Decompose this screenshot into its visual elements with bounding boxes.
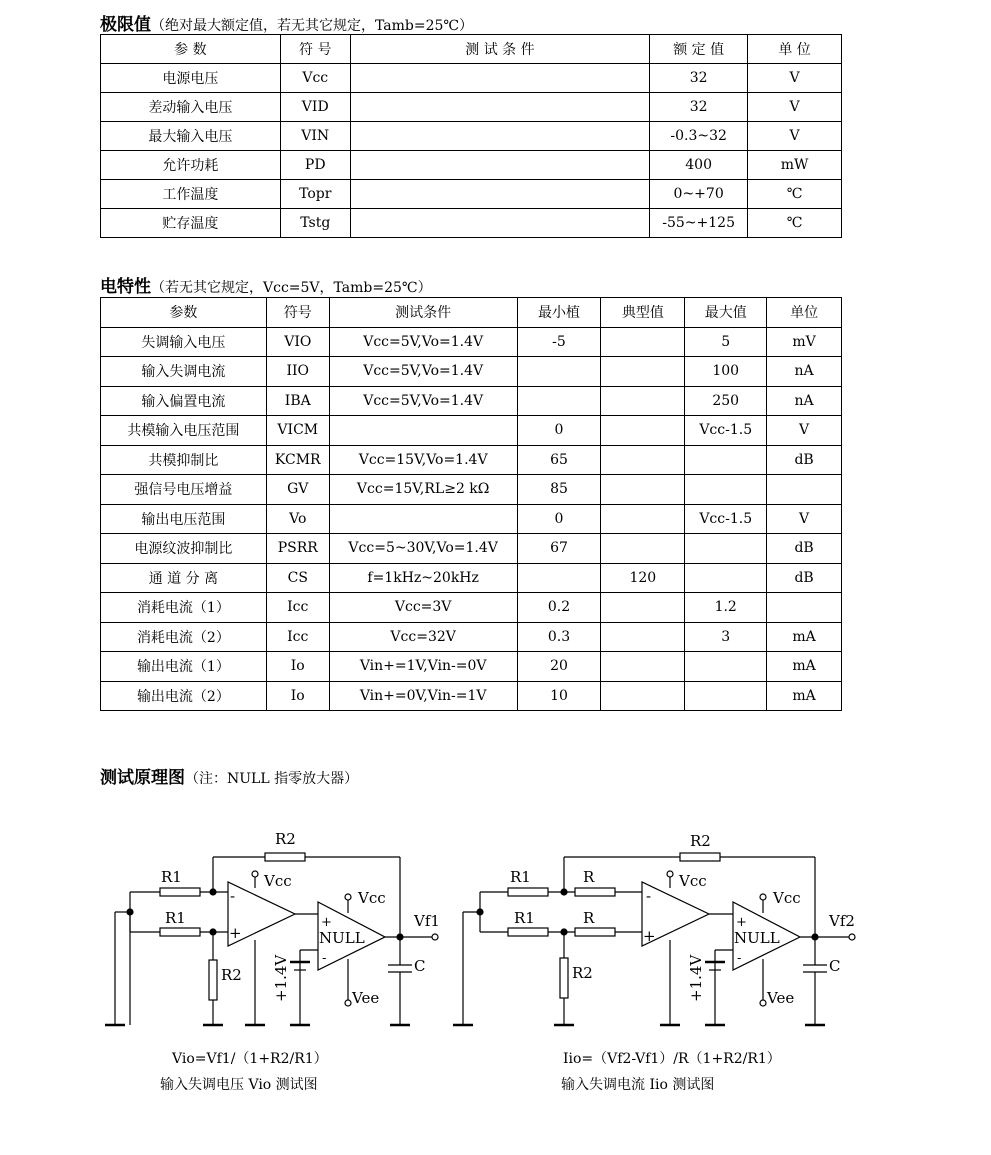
- table-cell: 120: [601, 563, 685, 593]
- circuit-title: 测试原理图: [100, 768, 185, 788]
- table-cell: 67: [517, 534, 601, 564]
- resistor-r2-ground: [560, 958, 568, 998]
- iio-caption: 输入失调电流 Iio 测试图: [561, 1077, 715, 1093]
- table-cell: 输出电压范围: [101, 504, 267, 534]
- label-noninverting: +: [736, 915, 747, 930]
- table-cell: [601, 504, 685, 534]
- limits-table-body: [101, 64, 842, 238]
- table-cell: mW: [748, 151, 842, 180]
- table-cell: [601, 534, 685, 564]
- table-cell: [601, 445, 685, 475]
- table-cell: [350, 122, 649, 151]
- table-cell: Vo: [266, 504, 329, 534]
- table-cell: mA: [767, 652, 842, 682]
- table-cell: 通 道 分 离: [101, 563, 267, 593]
- table-cell: [329, 504, 517, 534]
- table-row: [101, 64, 842, 93]
- electrical-title: 电特性: [100, 277, 151, 297]
- table-cell: Vcc: [280, 64, 350, 93]
- table-cell: IIO: [266, 357, 329, 387]
- label-output: Vf2: [829, 912, 855, 930]
- table-cell: nA: [767, 357, 842, 387]
- label-vcc: Vcc: [358, 889, 386, 907]
- table-row: [101, 416, 842, 446]
- table-cell: 消耗电流（1）: [101, 593, 267, 623]
- table-cell: 电源电压: [101, 64, 281, 93]
- resistor-r2-ground: [209, 960, 217, 1000]
- table-cell: nA: [767, 386, 842, 416]
- label-supply: +1.4V: [272, 954, 290, 1002]
- resistor-r1: [508, 888, 548, 896]
- table-cell: ℃: [748, 180, 842, 209]
- table-cell: Vcc=3V: [329, 593, 517, 623]
- label-output: Vf1: [414, 912, 440, 930]
- electrical-table: [100, 297, 842, 711]
- table-cell: [350, 93, 649, 122]
- iio-formula: Iio=（Vf2-Vf1）/R（1+R2/R1）: [563, 1051, 781, 1067]
- table-row: [101, 534, 842, 564]
- table-cell: [517, 563, 601, 593]
- table-cell: [350, 151, 649, 180]
- table-cell: Vcc=32V: [329, 622, 517, 652]
- table-cell: 250: [685, 386, 767, 416]
- vio-formula: Vio=Vf1/（1+R2/R1）: [172, 1051, 328, 1067]
- table-cell: mA: [767, 622, 842, 652]
- table-cell: [601, 386, 685, 416]
- table-cell: [601, 416, 685, 446]
- table-cell: Vcc=5~30V,Vo=1.4V: [329, 534, 517, 564]
- table-cell: [601, 475, 685, 505]
- table-cell: 0.2: [517, 593, 601, 623]
- table-cell: [685, 475, 767, 505]
- table-cell: CS: [266, 563, 329, 593]
- table-cell: Vcc-1.5: [685, 416, 767, 446]
- label-inverting: -: [646, 887, 652, 905]
- table-cell: 输入偏置电流: [101, 386, 267, 416]
- label-r2-ground: R2: [221, 966, 242, 984]
- table-cell: Icc: [266, 593, 329, 623]
- table-cell: 3: [685, 622, 767, 652]
- label-vee: Vee: [767, 989, 795, 1007]
- table-cell: 最大输入电压: [101, 122, 281, 151]
- table-cell: Vin+=1V,Vin-=0V: [329, 652, 517, 682]
- label-null: NULL: [734, 929, 780, 947]
- label-vee: Vee: [352, 989, 380, 1007]
- label-r1: R1: [165, 909, 186, 927]
- table-cell: GV: [266, 475, 329, 505]
- table-cell: [329, 416, 517, 446]
- table-cell: 工作温度: [101, 180, 281, 209]
- label-r1: R1: [510, 868, 531, 886]
- table-cell: [767, 475, 842, 505]
- table-cell: Vcc=5V,Vo=1.4V: [329, 357, 517, 387]
- table-cell: [350, 64, 649, 93]
- table-cell: [601, 357, 685, 387]
- table-cell: [601, 681, 685, 711]
- electrical-table-body: [101, 327, 842, 711]
- header-cell: 最小植: [517, 298, 601, 328]
- electrical-heading: [100, 272, 432, 297]
- header-cell: 最大值: [685, 298, 767, 328]
- table-cell: Vin+=0V,Vin-=1V: [329, 681, 517, 711]
- table-cell: V: [748, 64, 842, 93]
- resistor-r: [575, 928, 615, 936]
- label-inverting: -: [322, 951, 327, 966]
- table-header-row: [101, 298, 842, 328]
- table-cell: VICM: [266, 416, 329, 446]
- table-row: [101, 622, 842, 652]
- table-cell: [767, 593, 842, 623]
- table-cell: 0.3: [517, 622, 601, 652]
- table-row: [101, 386, 842, 416]
- header-cell: 符号: [266, 298, 329, 328]
- table-cell: Vcc-1.5: [685, 504, 767, 534]
- table-cell: -55~+125: [650, 209, 748, 238]
- table-cell: [601, 622, 685, 652]
- label-inverting: -: [230, 887, 236, 905]
- limits-heading: [100, 10, 473, 35]
- table-cell: 输出电流（2）: [101, 681, 267, 711]
- circuit-note: （注：NULL 指零放大器）: [185, 771, 359, 787]
- header-cell: 单位: [767, 298, 842, 328]
- table-row: [101, 357, 842, 387]
- header-cell: 典型值: [601, 298, 685, 328]
- table-cell: 400: [650, 151, 748, 180]
- limits-note: （绝对最大额定值，若无其它规定，Tamb=25℃）: [151, 18, 474, 34]
- table-cell: 输出电流（1）: [101, 652, 267, 682]
- table-cell: 消耗电流（2）: [101, 622, 267, 652]
- header-cell: 参 数: [101, 35, 281, 64]
- table-cell: -5: [517, 327, 601, 357]
- table-cell: V: [748, 122, 842, 151]
- label-null: NULL: [319, 929, 365, 947]
- resistor-r2: [265, 853, 305, 861]
- table-cell: [685, 563, 767, 593]
- table-cell: PD: [280, 151, 350, 180]
- table-cell: 100: [685, 357, 767, 387]
- table-row: [101, 327, 842, 357]
- table-cell: [685, 445, 767, 475]
- table-cell: IBA: [266, 386, 329, 416]
- table-cell: [517, 357, 601, 387]
- table-cell: Io: [266, 681, 329, 711]
- label-vcc: Vcc: [679, 872, 707, 890]
- header-cell: 额 定 值: [650, 35, 748, 64]
- label-r2: R2: [275, 830, 296, 848]
- header-cell: 参数: [101, 298, 267, 328]
- table-cell: 共模抑制比: [101, 445, 267, 475]
- table-cell: VIO: [266, 327, 329, 357]
- table-cell: VIN: [280, 122, 350, 151]
- limits-table: [100, 34, 842, 238]
- table-cell: Vcc=5V,Vo=1.4V: [329, 327, 517, 357]
- table-cell: [685, 681, 767, 711]
- table-cell: 强信号电压增益: [101, 475, 267, 505]
- table-cell: [601, 652, 685, 682]
- table-cell: 贮存温度: [101, 209, 281, 238]
- table-cell: VID: [280, 93, 350, 122]
- label-r: R: [583, 909, 595, 927]
- table-cell: 65: [517, 445, 601, 475]
- table-row: [101, 593, 842, 623]
- label-vcc: Vcc: [264, 872, 292, 890]
- table-cell: Vcc=15V,RL≥2 kΩ: [329, 475, 517, 505]
- table-cell: Vcc=5V,Vo=1.4V: [329, 386, 517, 416]
- table-cell: V: [748, 93, 842, 122]
- resistor-r1: [160, 928, 200, 936]
- table-cell: 共模输入电压范围: [101, 416, 267, 446]
- header-cell: 单 位: [748, 35, 842, 64]
- table-cell: 电源纹波抑制比: [101, 534, 267, 564]
- table-cell: ℃: [748, 209, 842, 238]
- table-row: [101, 180, 842, 209]
- table-cell: mA: [767, 681, 842, 711]
- table-row: [101, 563, 842, 593]
- table-row: [101, 475, 842, 505]
- table-cell: PSRR: [266, 534, 329, 564]
- label-r: R: [583, 868, 595, 886]
- header-cell: 测 试 条 件: [350, 35, 649, 64]
- table-cell: Tstg: [280, 209, 350, 238]
- vio-caption: 输入失调电压 Vio 测试图: [160, 1077, 318, 1093]
- label-noninverting: +: [321, 915, 332, 930]
- header-cell: 测试条件: [329, 298, 517, 328]
- table-cell: 20: [517, 652, 601, 682]
- table-cell: [601, 593, 685, 623]
- table-cell: 失调输入电压: [101, 327, 267, 357]
- resistor-r1: [160, 888, 200, 896]
- table-cell: 输入失调电流: [101, 357, 267, 387]
- table-cell: 允许功耗: [101, 151, 281, 180]
- resistor-r: [575, 888, 615, 896]
- table-cell: [350, 209, 649, 238]
- table-cell: V: [767, 504, 842, 534]
- table-row: [101, 93, 842, 122]
- resistor-r1: [508, 928, 548, 936]
- table-cell: Vcc=15V,Vo=1.4V: [329, 445, 517, 475]
- table-cell: Icc: [266, 622, 329, 652]
- label-r1: R1: [514, 909, 535, 927]
- table-cell: KCMR: [266, 445, 329, 475]
- label-noninverting: +: [643, 927, 656, 945]
- table-row: [101, 209, 842, 238]
- table-cell: dB: [767, 445, 842, 475]
- header-cell: 符 号: [280, 35, 350, 64]
- table-cell: f=1kHz~20kHz: [329, 563, 517, 593]
- table-cell: 5: [685, 327, 767, 357]
- table-cell: mV: [767, 327, 842, 357]
- table-cell: -0.3~32: [650, 122, 748, 151]
- table-cell: Io: [266, 652, 329, 682]
- table-row: [101, 652, 842, 682]
- label-supply: +1.4V: [687, 954, 705, 1002]
- table-cell: 10: [517, 681, 601, 711]
- label-inverting: -: [737, 951, 742, 966]
- circuit-heading: [100, 763, 358, 788]
- table-cell: V: [767, 416, 842, 446]
- limits-title: 极限值: [100, 15, 151, 35]
- table-cell: 0~+70: [650, 180, 748, 209]
- label-r2: R2: [690, 832, 711, 850]
- table-cell: [517, 386, 601, 416]
- table-cell: 85: [517, 475, 601, 505]
- table-cell: 32: [650, 93, 748, 122]
- table-cell: Topr: [280, 180, 350, 209]
- label-capacitor: C: [414, 957, 426, 975]
- table-cell: 0: [517, 416, 601, 446]
- test-circuit-diagram: [0, 800, 991, 1040]
- table-cell: dB: [767, 563, 842, 593]
- label-noninverting: +: [229, 924, 242, 942]
- table-cell: 0: [517, 504, 601, 534]
- label-vcc: Vcc: [773, 889, 801, 907]
- table-cell: 32: [650, 64, 748, 93]
- table-cell: 1.2: [685, 593, 767, 623]
- table-row: [101, 445, 842, 475]
- resistor-r2: [680, 853, 720, 861]
- table-row: [101, 151, 842, 180]
- label-capacitor: C: [829, 957, 841, 975]
- table-cell: dB: [767, 534, 842, 564]
- table-cell: [685, 652, 767, 682]
- table-cell: [685, 534, 767, 564]
- table-row: [101, 504, 842, 534]
- table-row: [101, 681, 842, 711]
- table-cell: [350, 180, 649, 209]
- label-r2-ground: R2: [572, 964, 593, 982]
- table-header-row: [101, 35, 842, 64]
- table-row: [101, 122, 842, 151]
- table-cell: 差动输入电压: [101, 93, 281, 122]
- table-cell: [601, 327, 685, 357]
- label-r1: R1: [161, 868, 182, 886]
- electrical-note: （若无其它规定，Vcc=5V，Tamb=25℃）: [151, 280, 432, 296]
